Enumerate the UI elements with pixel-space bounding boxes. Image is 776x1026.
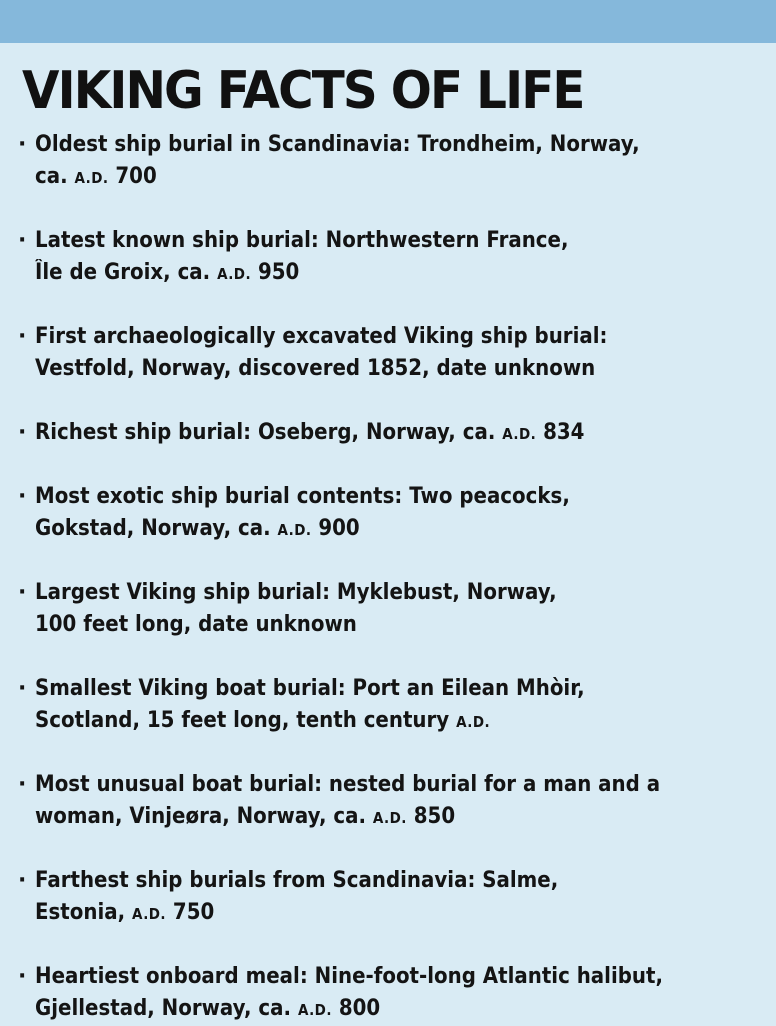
fact-line-1: Latest known ship burial: Northwestern France,	[35, 228, 569, 253]
fact-line-2: ca. A.D. 700	[35, 164, 157, 189]
fact-item	[0, 673, 776, 738]
era-label: A.D.	[456, 713, 491, 731]
fact-line-2: Gjellestad, Norway, ca. A.D. 800	[35, 996, 381, 1021]
bullet-icon: ·	[18, 324, 27, 349]
fact-line-2: Vestfold, Norway, discovered 1852, date unknown	[35, 356, 596, 381]
era-label: A.D.	[74, 169, 109, 187]
fact-item	[0, 225, 776, 290]
bullet-icon: ·	[18, 868, 27, 893]
fact-line-1: Most unusual boat burial: nested burial for a man and a	[35, 772, 661, 797]
bullet-icon: ·	[18, 420, 27, 445]
fact-line-1: Richest ship burial: Oseberg, Norway, ca. A.D. 834	[35, 420, 585, 445]
era-label: A.D.	[297, 1001, 332, 1019]
fact-line-1: Oldest ship burial in Scandinavia: Trondheim, Norway,	[35, 132, 640, 157]
fact-line-1: First archaeologically excavated Viking ship burial:	[35, 324, 608, 349]
fact-item	[0, 129, 776, 194]
fact-line-2: Gokstad, Norway, ca. A.D. 900	[35, 516, 360, 541]
bullet-icon: ·	[18, 676, 27, 701]
era-label: A.D.	[217, 265, 252, 283]
fact-line-2: 100 feet long, date unknown	[35, 612, 357, 637]
bullet-icon: ·	[18, 132, 27, 157]
fact-item	[0, 321, 776, 386]
fact-line-2: woman, Vinjeøra, Norway, ca. A.D. 850	[35, 804, 456, 829]
facts-list	[0, 129, 776, 1026]
bullet-icon: ·	[18, 580, 27, 605]
bullet-icon: ·	[18, 228, 27, 253]
fact-line-1: Smallest Viking boat burial: Port an Eilean Mhòir,	[35, 676, 585, 701]
fact-line-1: Largest Viking ship burial: Myklebust, Norway,	[35, 580, 557, 605]
bullet-icon: ·	[18, 484, 27, 509]
fact-item	[0, 961, 776, 1026]
bullet-icon: ·	[18, 964, 27, 989]
fact-line-1: Farthest ship burials from Scandinavia: Salme,	[35, 868, 559, 893]
era-label: A.D.	[277, 521, 312, 539]
fact-item	[0, 481, 776, 546]
era-label: A.D.	[132, 905, 167, 923]
fact-line-1: Most exotic ship burial contents: Two peacocks,	[35, 484, 570, 509]
fact-item	[0, 865, 776, 930]
era-label: A.D.	[502, 425, 537, 443]
fact-line-2: Scotland, 15 feet long, tenth century A.D.	[35, 708, 491, 733]
page-title: VIKING FACTS OF LIFE	[22, 61, 584, 121]
fact-line-1: Heartiest onboard meal: Nine-foot-long Atlantic halibut,	[35, 964, 664, 989]
era-label: A.D.	[372, 809, 407, 827]
fact-item	[0, 769, 776, 834]
fact-line-2: Île de Groix, ca. A.D. 950	[35, 260, 300, 285]
fact-item	[0, 417, 776, 450]
top-color-bar	[0, 0, 776, 43]
bullet-icon: ·	[18, 772, 27, 797]
fact-line-2: Estonia, A.D. 750	[35, 900, 215, 925]
fact-item	[0, 577, 776, 642]
